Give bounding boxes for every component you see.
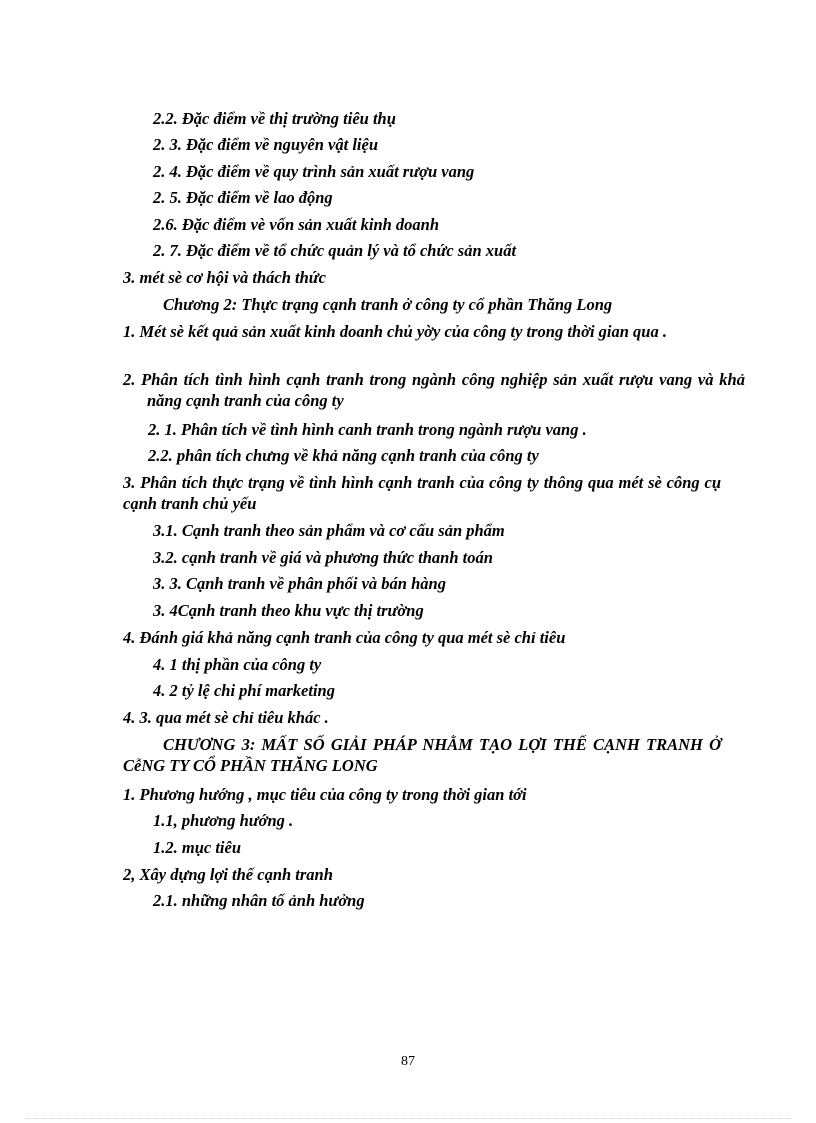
page-number: 87 [401, 1054, 415, 1069]
toc-entry-2-3: 2. 3. Đặc điểm về nguyên vật liệu [153, 135, 379, 154]
page-bottom-divider [25, 1118, 791, 1119]
toc-entry-ch2-3: 3. Phân tích thực trạng về tình hình cạnh tranh của công ty thông qua mét sè công cụ cạnh tranh chủ yếu [123, 473, 721, 513]
toc-entry-ch3-2-1: 2.1. những nhân tố ảnh hưởng [153, 891, 365, 910]
toc-entry-ch2-3-2: 3.2. cạnh tranh về giá và phương thức thanh toán [153, 548, 493, 567]
toc-entry-2-2: 2.2. Đặc điểm về thị trường tiêu thụ [153, 109, 396, 128]
toc-entry-2-7: 2. 7. Đặc điểm về tổ chức quản lý và tổ chức sản xuất [153, 241, 517, 260]
toc-entry-ch3-1-1: 1.1, phương hướng . [153, 811, 294, 830]
toc-entry-ch2-3-1: 3.1. Cạnh tranh theo sản phẩm và cơ cấu sản phẩm [153, 521, 505, 540]
toc-entry-2-6: 2.6. Đặc điểm vè vốn sản xuất kinh doanh [153, 215, 440, 234]
toc-entry-ch2-3-3: 3. 3. Cạnh tranh về phân phối và bán hàng [153, 574, 446, 593]
toc-chapter-2-heading: Chương 2: Thực trạng cạnh tranh ở công ty cổ phần Thăng Long [163, 295, 613, 314]
toc-entry-ch2-4-3: 4. 3. qua mét sè chỉ tiêu khác . [123, 708, 329, 727]
toc-chapter-3-heading: CHƯƠNG 3: MẤT SỐ GIẢI PHÁP NHẰM TẠO LỢI THẾ CẠNH TRANH Ở CễNG TY CỔ PHẦN THĂNG LONG [123, 735, 721, 775]
toc-entry-ch2-4-2: 4. 2 tỷ lệ chi phí marketing [153, 681, 335, 700]
toc-entry-ch2-2: 2. Phân tích tình hình cạnh tranh trong ngành công nghiệp sản xuất rượu vang và khả năng cạnh tranh của công ty [123, 370, 745, 410]
toc-entry-ch2-3-4: 3. 4Cạnh tranh theo khu vực thị trường [153, 601, 424, 620]
toc-entry-ch3-1: 1. Phương hướng , mục tiêu của công ty trong thời gian tới [123, 785, 527, 804]
toc-entry-ch2-4: 4. Đánh giá khả năng cạnh tranh của công ty qua mét sè chỉ tiêu [123, 628, 566, 647]
toc-entry-ch2-1: 1. Mét sè kết quả sản xuất kinh doanh chủ yờy của công ty trong thời gian qua . [123, 322, 667, 341]
toc-entry-3: 3. mét sè cơ hội và thách thức [123, 268, 326, 287]
toc-entry-ch3-2: 2, Xây dựng lợi thế cạnh tranh [123, 865, 333, 884]
toc-entry-ch2-4-1: 4. 1 thị phần của công ty [153, 655, 322, 674]
toc-entry-ch3-1-2: 1.2. mục tiêu [153, 838, 242, 857]
toc-entry-2-4: 2. 4. Đặc điểm về quy trình sản xuất rượu vang [153, 162, 475, 181]
toc-entry-2-5: 2. 5. Đặc điểm về lao động [153, 188, 333, 207]
toc-entry-ch2-2-1: 2. 1. Phân tích về tình hình canh tranh trong ngành rượu vang . [148, 420, 587, 439]
toc-entry-ch2-2-2: 2.2. phân tích chưng về khả năng cạnh tranh của công ty [148, 446, 539, 465]
